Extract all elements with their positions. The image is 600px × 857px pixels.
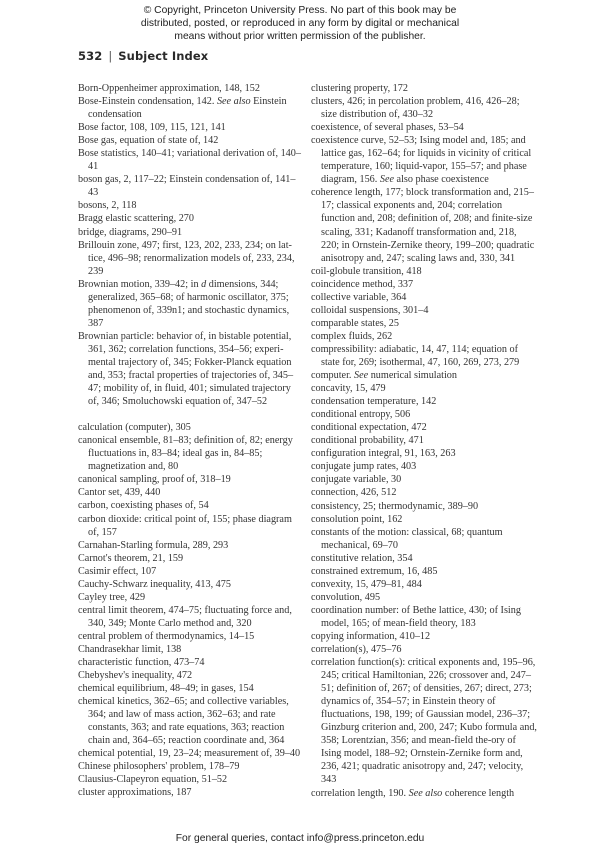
index-entry: coordination number: of Bethe lattice, 430; of Ising model, 165; of mean-field theory, 183 [311,604,521,629]
page-number: 532 [78,49,103,63]
index-entry: conjugate variable, 30 [311,474,402,486]
cross-reference: See also [408,787,443,799]
index-entry: Brillouin zone, 497; first, 123, 202, 233, 234; on lat-tice, 496–98; renormalization models of, 233, 234, 239 [78,239,295,277]
index-entry: complex fluids, 262 [311,330,393,342]
index-entry: constrained extremum, 16, 485 [311,565,438,577]
index-entry: colloidal suspensions, 301–4 [311,304,429,316]
cross-reference: d [201,278,207,290]
index-entry: Bragg elastic scattering, 270 [78,213,194,225]
index-entry: conditional expectation, 472 [311,422,427,434]
index-entry: consolution point, 162 [311,513,403,525]
cross-reference: See [379,174,394,186]
index-entry: characteristic function, 473–74 [78,657,205,669]
index-entry: conditional entropy, 506 [311,409,411,421]
index-entry: canonical ensemble, 81–83; definition of, 82; energy fluctuations in, 83–84; ideal gas in, 84–85; magnetization and, 80 [78,435,293,473]
index-entry: Bose gas, equation of state of, 142 [78,135,219,147]
index-entry: consistency, 25; thermodynamic, 389–90 [311,500,479,512]
index-entry: bridge, diagrams, 290–91 [78,226,183,238]
index-entry: carbon, coexisting phases of, 54 [78,500,209,512]
index-entry: Cantor set, 439, 440 [78,487,161,499]
index-entry: Casimir effect, 107 [78,565,157,577]
index-entry: clustering property, 172 [311,83,408,94]
cross-reference: See also [216,96,251,108]
index-entry: collective variable, 364 [311,291,407,303]
index-entry: canonical sampling, proof of, 318–19 [78,474,231,486]
index-entry: copying information, 410–12 [311,630,431,642]
index-entry: chemical kinetics, 362–65; and collective variables, 364; and law of mass action, 362–63; and rate constants, 363; and rate equations, 363; reaction chain and, 364–65; reaction coordinate and, 364 [78,696,289,747]
copyright-line: distributed, posted, or reproduced in any form by digital or mechanical [140,18,460,29]
index-entry: Chebyshev's inequality, 472 [78,670,193,682]
index-entry: coexistence curve, 52–53; Ising model and, 185; and lattice gas, 162–64; for liquids in vicinity of critical temperature, 160; liquid-vapor, 155–57; and phase diagram, 156. See also phase coexistence [311,135,532,186]
copyright-line: means without prior written permission of the publisher. [174,31,426,42]
index-entry: Chandrasekhar limit, 138 [78,643,182,655]
index-entry: correlation length, 190. See also coherence length [311,787,515,799]
index-entry: constitutive relation, 354 [311,552,413,564]
index-entry: correlation(s), 475–76 [311,644,402,656]
index-entry: Clausius-Clapeyron equation, 51–52 [78,774,228,786]
index-entry: Chinese philosophers' problem, 178–79 [78,761,240,773]
index-entry: computer. See numerical simulation [311,370,457,382]
index-entry: carbon dioxide: critical point of, 155; phase diagram of, 157 [78,513,292,538]
index-entry: configuration integral, 91, 163, 263 [311,448,456,460]
index-entry: Brownian motion, 339–42; in d dimensions, 344; generalized, 365–68; of harmonic oscillator, 375; phenomenon of, 339n1; and stochastic dynamics, 387 [78,278,290,329]
index-entry: conjugate jump rates, 403 [311,461,417,473]
index-entry: chemical equilibrium, 48–49; in gases, 154 [78,683,254,695]
index-entry: Brownian particle: behavior of, in bistable potential, 361, 362; correlation functions, 354–56; experi-mental trajectory of, 345; Fokker-Planck equation and, 353; fractal properties of trajectories of, 345–47; mobility of, in fluid, 401; simulated trajectory of, 346; Smoluchowski equation of, 347–52 [78,330,294,408]
index-entry: calculation (computer), 305 [78,422,191,434]
index-entry: connection, 426, 512 [311,487,397,499]
index-entry: correlation function(s): critical exponents and, 195–96, 245; critical Hamiltonian, 226; crossover and, 247–51; definition of, 267; of densities, 267; direct, 273; dynamics of, 354–57; in Einstein theory of fluctuations, 198, 199; of Gaussian model, 236–37; Ginzburg criterion and, 200, 247; Kubo formula and, 358; Lorentzian, 356; and mean-field the-ory of Ising model, 188–92; Ornstein-Zernike form and, 236, 421; quadratic anisotropy and, 247; velocity, 343 [311,657,537,786]
index-entry: coherence length, 177; block transformation and, 215–17; classical exponents and, 204; correlation function and, 208; definition of, 208; and finite-size scaling, 331; Kadanoff transformation and, 218, 220; in Ornstein-Zernike theory, 199–200; quadratic anisotropy and, 247; scaling laws and, 330, 341 [311,187,535,264]
index-entry: clusters, 426; in percolation problem, 416, 426–28; size distribution of, 430–32 [311,96,520,121]
running-head [78,49,208,63]
index-entry: Cauchy-Schwarz inequality, 413, 475 [78,578,231,590]
index-entry: cluster approximations, 187 [78,787,192,799]
index-entry: Cayley tree, 429 [78,591,146,603]
index-entry: convolution, 495 [311,591,381,603]
separator: | [108,49,113,63]
index-column-right [311,82,537,800]
index-entry: coil-globule transition, 418 [311,265,422,277]
index-entry: constants of the motion: classical, 68; quantum mechanical, 69–70 [311,526,503,551]
index-entry: bosons, 2, 118 [78,200,137,212]
index-entry: Carnahan-Starling formula, 289, 293 [78,539,229,551]
index-entry: boson gas, 2, 117–22; Einstein condensation of, 141–43 [78,174,296,199]
index-entry: central problem of thermodynamics, 14–15 [78,630,255,642]
index-entry: coincidence method, 337 [311,278,414,290]
index-entry: Bose-Einstein condensation, 142. See also Einstein condensation [78,96,287,121]
index-entry: compressibility: adiabatic, 14, 47, 114; equation of state for, 269; isothermal, 47, 160, 269, 273, 279 [311,343,520,368]
index-entry: central limit theorem, 474–75; fluctuating force and, 340, 349; Monte Carlo method and, 320 [78,604,292,629]
index-entry: Born-Oppenheimer approximation, 148, 152 [78,83,260,94]
letter-group-gap [78,408,304,421]
index-entry: conditional probability, 471 [311,435,424,447]
index-entry: Carnot's theorem, 21, 159 [78,552,184,564]
index-entry: concavity, 15, 479 [311,383,386,395]
index-entry: coexistence, of several phases, 53–54 [311,122,464,134]
copyright-notice [0,4,600,43]
section-title: Subject Index [118,49,209,63]
index-entry: Bose statistics, 140–41; variational derivation of, 140–41 [78,148,301,173]
index-entry: convexity, 15, 479–81, 484 [311,578,422,590]
copyright-line: © Copyright, Princeton University Press. No part of this book may be [143,5,457,16]
index-entry: comparable states, 25 [311,317,399,329]
index-column-left [78,82,304,800]
index-entry: Bose factor, 108, 109, 115, 121, 141 [78,122,226,134]
cross-reference: See [354,370,369,382]
index-entry: condensation temperature, 142 [311,396,437,408]
footer-contact: For general queries, contact info@press.princeton.edu [175,833,425,844]
index-entry: chemical potential, 19, 23–24; measurement of, 39–40 [78,748,301,760]
